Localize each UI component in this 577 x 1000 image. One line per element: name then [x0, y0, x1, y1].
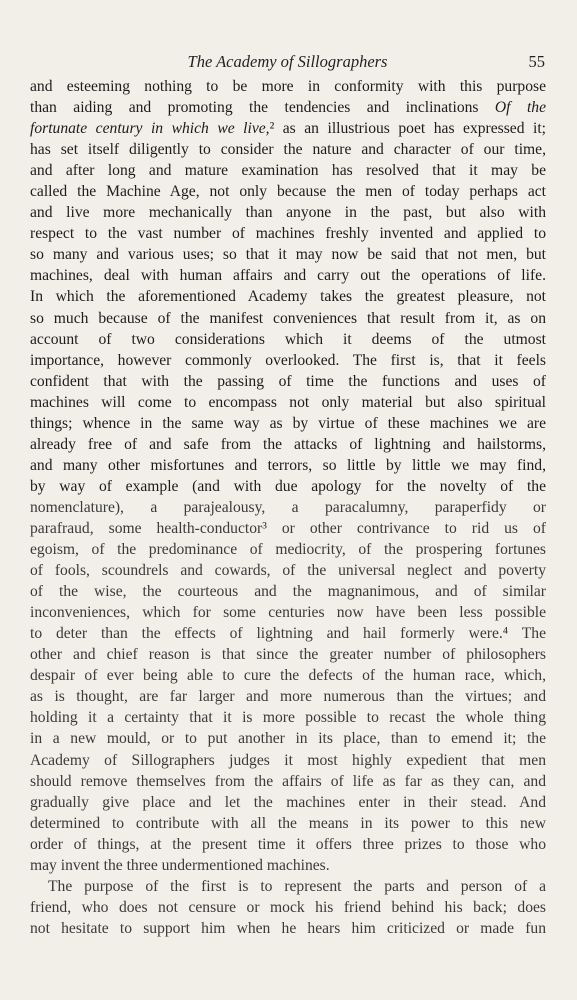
text-line-21: nomenclature), a parajealousy, a paracalumny, paraperfidy or: [30, 498, 546, 516]
page-number: 55: [528, 52, 545, 71]
text-line-31: holding it a certainty that it is more possible to recast the whole thing: [30, 709, 546, 727]
text-line-12: so much because of the manifest conveniences that result from it, as on: [30, 309, 546, 327]
text-line-37: order of things, at the present time it offers three prizes to those who: [30, 835, 546, 853]
text-line-2: [30, 97, 546, 118]
text-line-38: may invent the three undermentioned machines.: [30, 856, 330, 874]
text-line-7: and live more mechanically than anyone in the past, but also with: [30, 204, 546, 222]
text-line-26: inconveniences, which for some centuries now have been less possible: [30, 604, 546, 622]
page-header: [30, 50, 545, 76]
text-line-5: and after long and mature examination has resolved that it may be: [30, 162, 546, 180]
text-line-35: gradually give place and let the machines enter in their stead. And: [30, 793, 546, 811]
text-line-3-roman: ² as an illustrious poet has expressed it;: [269, 120, 546, 138]
text-line-4: has set itself diligently to consider the nature and character of our time,: [30, 141, 546, 159]
text-line-3: [30, 118, 546, 139]
text-line-41: not hesitate to support him when he hears him criticized or made fun: [30, 919, 546, 937]
text-line-13: account of two considerations which it deems of the utmost: [30, 330, 546, 348]
text-line-30: as is thought, are far larger and more numerous than the virtues; and: [30, 688, 546, 706]
text-line-19: and many other misfortunes and terrors, so little by little we may find,: [30, 456, 546, 474]
text-line-36: determined to contribute with all the means in its power to this new: [30, 814, 546, 832]
text-line-18: already free of and safe from the attacks of lightning and hailstorms,: [30, 435, 546, 453]
text-line-22: parafraud, some health-conductor³ or other contrivance to rid us of: [30, 519, 546, 537]
text-line-16: machines will come to encompass not only material but also spiritual: [30, 393, 546, 411]
text-line-9: so many and various uses; so that it may now be said that not men, but: [30, 246, 546, 264]
text-line-29: despair of ever being able to cure the defects of the human race, which,: [30, 667, 546, 685]
text-line-25: of the wise, the courteous and the magnanimous, and of similar: [30, 583, 546, 601]
text-line-8: respect to the vast number of machines freshly invented and applied to: [30, 225, 546, 243]
text-line-11: In which the aforementioned Academy takes the greatest pleasure, not: [30, 288, 546, 306]
text-line-17: things; whence in the same way as by virtue of these machines we are: [30, 414, 546, 432]
text-line-32: in a new mould, or to put another in its place, than to emend it; the: [30, 730, 546, 748]
text-line-39: The purpose of the first is to represent the parts and person of a: [48, 877, 546, 895]
text-line-34: should remove themselves from the affairs of life as far as they can, and: [30, 772, 546, 790]
text-line-15: confident that with the passing of time the functions and uses of: [30, 372, 546, 390]
text-line-3-italic: fortunate century in which we live,: [30, 120, 270, 138]
text-line-23: egoism, of the predominance of mediocrity, of the prospering fortunes: [30, 541, 546, 559]
text-line-1: and esteeming nothing to be more in conformity with this purpose: [30, 78, 546, 95]
text-line-28: other and chief reason is that since the greater number of philosophers: [30, 646, 546, 664]
text-line-10: machines, deal with human affairs and carry out the operations of life.: [30, 267, 546, 285]
body-text: [30, 76, 546, 939]
text-line-27: to deter than the effects of lightning and hail formerly were.⁴ The: [30, 625, 546, 643]
text-line-20: by way of example (and with due apology for the novelty of the: [30, 477, 546, 495]
text-line-40: friend, who does not censure or mock his friend behind his back; does: [30, 898, 546, 916]
text-line-33: Academy of Sillographers judges it most highly expedient that men: [30, 751, 546, 769]
text-line-2-italic: Of the: [494, 99, 546, 117]
text-line-6: called the Machine Age, not only because the men of today perhaps act: [30, 183, 546, 201]
text-line-24: of fools, scoundrels and cowards, of the universal neglect and poverty: [30, 562, 546, 580]
text-line-14: importance, however commonly overlooked. The first is, that it feels: [30, 351, 546, 369]
text-line-2-roman: than aiding and promoting the tendencies and inclinations: [30, 99, 495, 117]
running-title: The Academy of Sillographers: [187, 52, 388, 71]
